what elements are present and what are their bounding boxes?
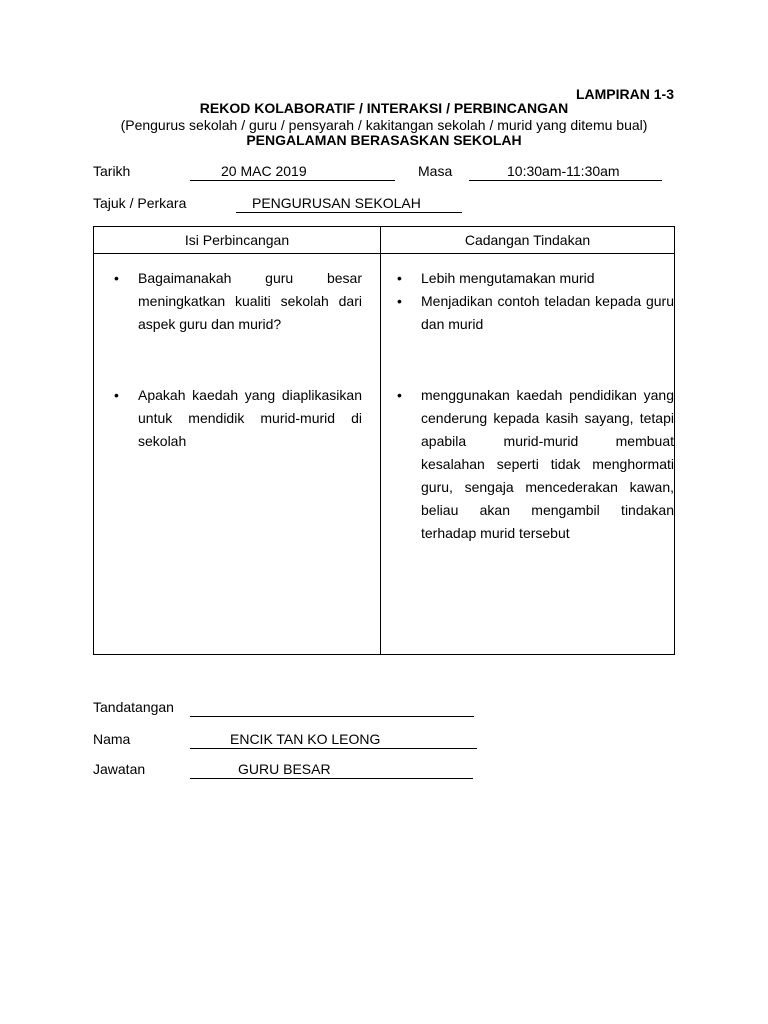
nama-value: ENCIK TAN KO LEONG <box>230 731 381 747</box>
form-subtitle: (Pengurus sekolah / guru / pensyarah / kakitangan sekolah / murid yang ditemu bual) <box>120 117 648 133</box>
isi-perbincangan-cell <box>94 254 381 655</box>
tandatangan-label: Tandatangan <box>93 699 174 715</box>
tarikh-label: Tarikh <box>93 163 131 179</box>
tajuk-label: Tajuk / Perkara <box>93 195 187 211</box>
bullet-icon: • <box>397 387 402 403</box>
list-item-text: Apakah kaedah yang diaplikasikan untuk mendidik murid-murid di sekolah <box>138 387 362 449</box>
masa-value: 10:30am-11:30am <box>507 163 620 179</box>
header-cadangan-tindakan: Cadangan Tindakan <box>381 227 675 254</box>
tandatangan-field <box>190 699 474 717</box>
table-header-row <box>94 227 675 254</box>
masa-label: Masa <box>418 163 453 179</box>
list-item <box>114 384 362 453</box>
tarikh-field <box>190 163 395 181</box>
appendix-label: LAMPIRAN 1-3 <box>575 86 674 102</box>
list-item <box>114 267 362 336</box>
bullet-icon: • <box>397 270 402 286</box>
list-item-text: menggunakan kaedah pendidikan yang cenderung kepada kasih sayang, tetapi apabila murid-murid membuat kesalahan seperti tidak menghormati guru, sengaja mencederakan kawan, beliau akan mengambil tindakan terhadap murid tersebut <box>421 387 674 541</box>
jawatan-field <box>190 761 473 779</box>
tajuk-value: PENGURUSAN SEKOLAH <box>252 195 421 211</box>
list-item-text: Menjadikan contoh teladan kepada guru dan murid <box>421 293 674 332</box>
bullet-icon: • <box>114 387 119 403</box>
bullet-icon: • <box>397 293 402 309</box>
form-title: REKOD KOLABORATIF / INTERAKSI / PERBINCANGAN <box>199 100 569 116</box>
list-item-text: Bagaimanakah guru besar meningkatkan kualiti sekolah dari aspek guru dan murid? <box>138 270 362 332</box>
cadangan-tindakan-cell <box>381 254 675 655</box>
discussion-table <box>93 226 675 655</box>
table-body-row <box>94 254 675 655</box>
list-item <box>397 267 674 290</box>
tarikh-value: 20 MAC 2019 <box>221 163 307 179</box>
jawatan-label: Jawatan <box>93 761 146 777</box>
bullet-icon: • <box>114 270 119 286</box>
nama-label: Nama <box>93 731 131 747</box>
form-title-secondary: PENGALAMAN BERASASKAN SEKOLAH <box>246 132 522 148</box>
list-item-text: Lebih mengutamakan murid <box>421 270 595 286</box>
masa-field <box>469 163 662 181</box>
header-isi-perbincangan: Isi Perbincangan <box>94 227 381 254</box>
list-item <box>397 384 674 545</box>
tajuk-field <box>236 195 462 213</box>
jawatan-value: GURU BESAR <box>238 761 331 777</box>
list-item <box>397 290 674 336</box>
nama-field <box>190 731 477 749</box>
